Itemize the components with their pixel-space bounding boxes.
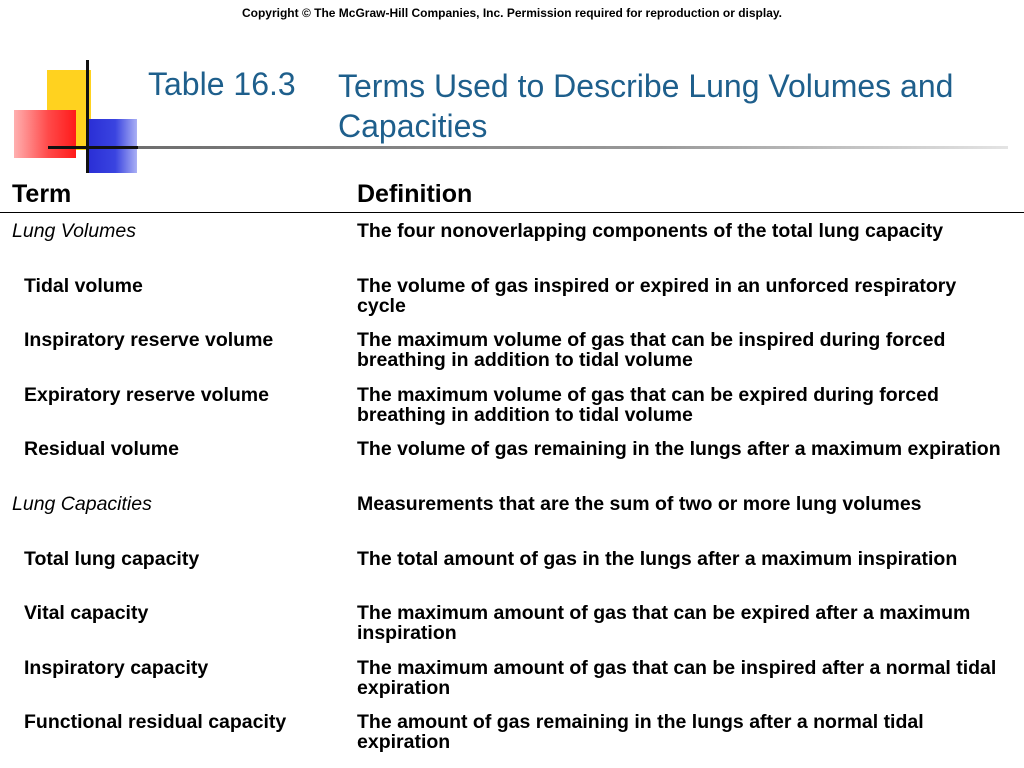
table-row	[0, 712, 1024, 767]
section-heading-lung-volumes: Lung Volumes	[12, 220, 136, 242]
definition-cell: The volume of gas remaining in the lungs after a maximum expiration	[357, 438, 1001, 461]
term-cell: Vital capacity	[24, 602, 149, 625]
copyright-notice: Copyright © The McGraw-Hill Companies, Inc. Permission required for reproduction or display.	[241, 6, 783, 20]
section-heading-lung-capacities: Lung Capacities	[12, 492, 152, 515]
table-row	[0, 494, 1024, 549]
page-title: Terms Used to Describe Lung Volumes and Capacities	[338, 68, 954, 144]
column-header-definition: Definition	[357, 180, 473, 208]
column-header-term: Term	[12, 180, 72, 208]
table-row	[0, 330, 1024, 385]
term-cell: Tidal volume	[24, 274, 143, 297]
table-row	[0, 276, 1024, 331]
logo-horizontal-line	[48, 146, 138, 149]
definition-cell: The four nonoverlapping components of the total lung capacity	[357, 220, 944, 242]
definition-cell: The amount of gas remaining in the lungs after a normal tidal expiration	[357, 711, 924, 754]
logo-red-square	[14, 110, 76, 158]
term-cell: Inspiratory capacity	[24, 656, 209, 679]
header-divider	[0, 212, 1024, 213]
terms-table	[0, 221, 1024, 767]
definition-cell: The total amount of gas in the lungs after a maximum inspiration	[357, 547, 958, 570]
definition-cell: The volume of gas inspired or expired in an unforced respiratory cycle	[357, 274, 957, 317]
logo-vertical-line	[86, 60, 89, 173]
definition-cell: The maximum volume of gas that can be inspired during forced breathing in addition to tidal volume	[357, 329, 946, 372]
term-cell: Functional residual capacity	[24, 711, 287, 734]
term-cell: Expiratory reserve volume	[24, 383, 269, 406]
definition-cell: The maximum amount of gas that can be inspired after a normal tidal expiration	[357, 656, 997, 699]
table-row	[0, 549, 1024, 604]
definition-cell: Measurements that are the sum of two or more lung volumes	[357, 492, 922, 515]
table-row	[0, 603, 1024, 658]
table-row	[0, 385, 1024, 440]
title-divider	[138, 146, 1008, 149]
table-row	[0, 221, 1024, 276]
term-cell: Inspiratory reserve volume	[24, 329, 274, 352]
term-cell: Residual volume	[24, 438, 179, 461]
definition-cell: The maximum volume of gas that can be expired during forced breathing in addition to tidal volume	[357, 383, 939, 426]
table-row	[0, 658, 1024, 713]
definition-cell: The maximum amount of gas that can be expired after a maximum inspiration	[357, 602, 971, 645]
term-cell: Total lung capacity	[24, 547, 200, 570]
table-number: Table 16.3	[148, 66, 296, 102]
table-row	[0, 439, 1024, 494]
